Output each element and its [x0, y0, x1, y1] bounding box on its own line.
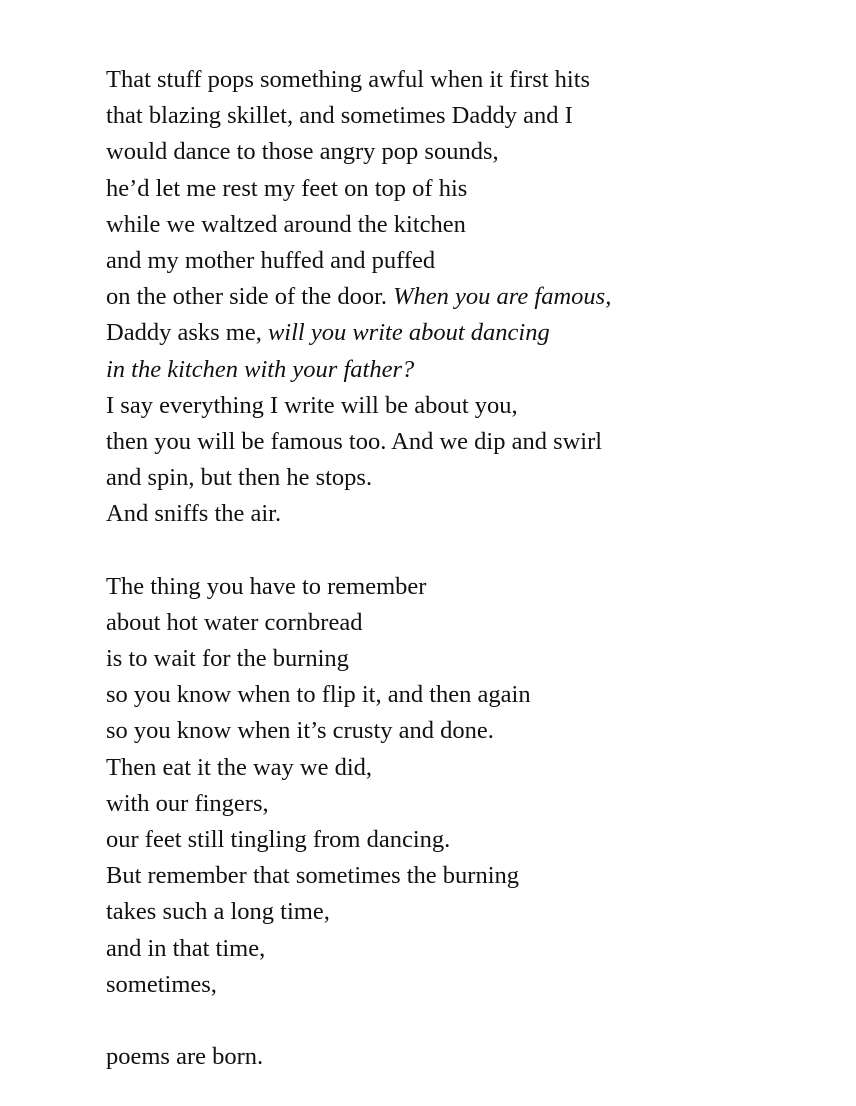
poem-line: would dance to those angry pop sounds,: [106, 138, 499, 166]
poem-line: and in that time,: [106, 934, 266, 962]
stanza-break: [106, 532, 806, 568]
poem-line: takes such a long time,: [106, 898, 330, 926]
poem-line: with our fingers,: [106, 789, 269, 817]
poem-line: I say everything I write will be about you,: [106, 391, 518, 419]
poem-line: sometimes,: [106, 970, 217, 998]
poem-line: is to wait for the burning: [106, 645, 349, 672]
poem-text: [106, 62, 806, 1075]
poem-line: he’d let me rest my feet on top of his: [106, 174, 468, 202]
poem-line: and spin, but then he stops.: [106, 464, 373, 492]
poem-line: And sniffs the air.: [106, 500, 282, 528]
poem-line: [106, 279, 806, 315]
poem-line: about hot water cornbread: [106, 608, 363, 636]
poem-line-italic: in the kitchen with your father?: [106, 355, 415, 383]
poem-line-plain: Daddy asks me,: [106, 319, 268, 347]
poem-line: The thing you have to remember: [106, 572, 427, 600]
poem-line-plain: on the other side of the door.: [106, 283, 394, 311]
poem-line: so you know when it’s crusty and done.: [106, 717, 494, 745]
poem-line: while we waltzed around the kitchen: [106, 210, 466, 238]
poem-line: That stuff pops something awful when it first hits: [106, 66, 591, 93]
poem-line: [106, 315, 806, 351]
poem-line-italic: When you are famous,: [393, 283, 612, 311]
poem-line: our feet still tingling from dancing.: [106, 825, 451, 853]
stanza-break: [106, 1003, 806, 1039]
poem-line: then you will be famous too. And we dip and swirl: [106, 427, 603, 455]
poem-line-italic: will you write about dancing: [267, 319, 550, 347]
poem-line: poems are born.: [106, 1043, 264, 1071]
poem-line: so you know when to flip it, and then again: [106, 681, 531, 709]
poem-line: and my mother huffed and puffed: [106, 246, 436, 274]
poem-line: But remember that sometimes the burning: [106, 862, 520, 890]
poem-line: Then eat it the way we did,: [106, 753, 373, 781]
poem-line: that blazing skillet, and sometimes Daddy and I: [106, 102, 573, 130]
